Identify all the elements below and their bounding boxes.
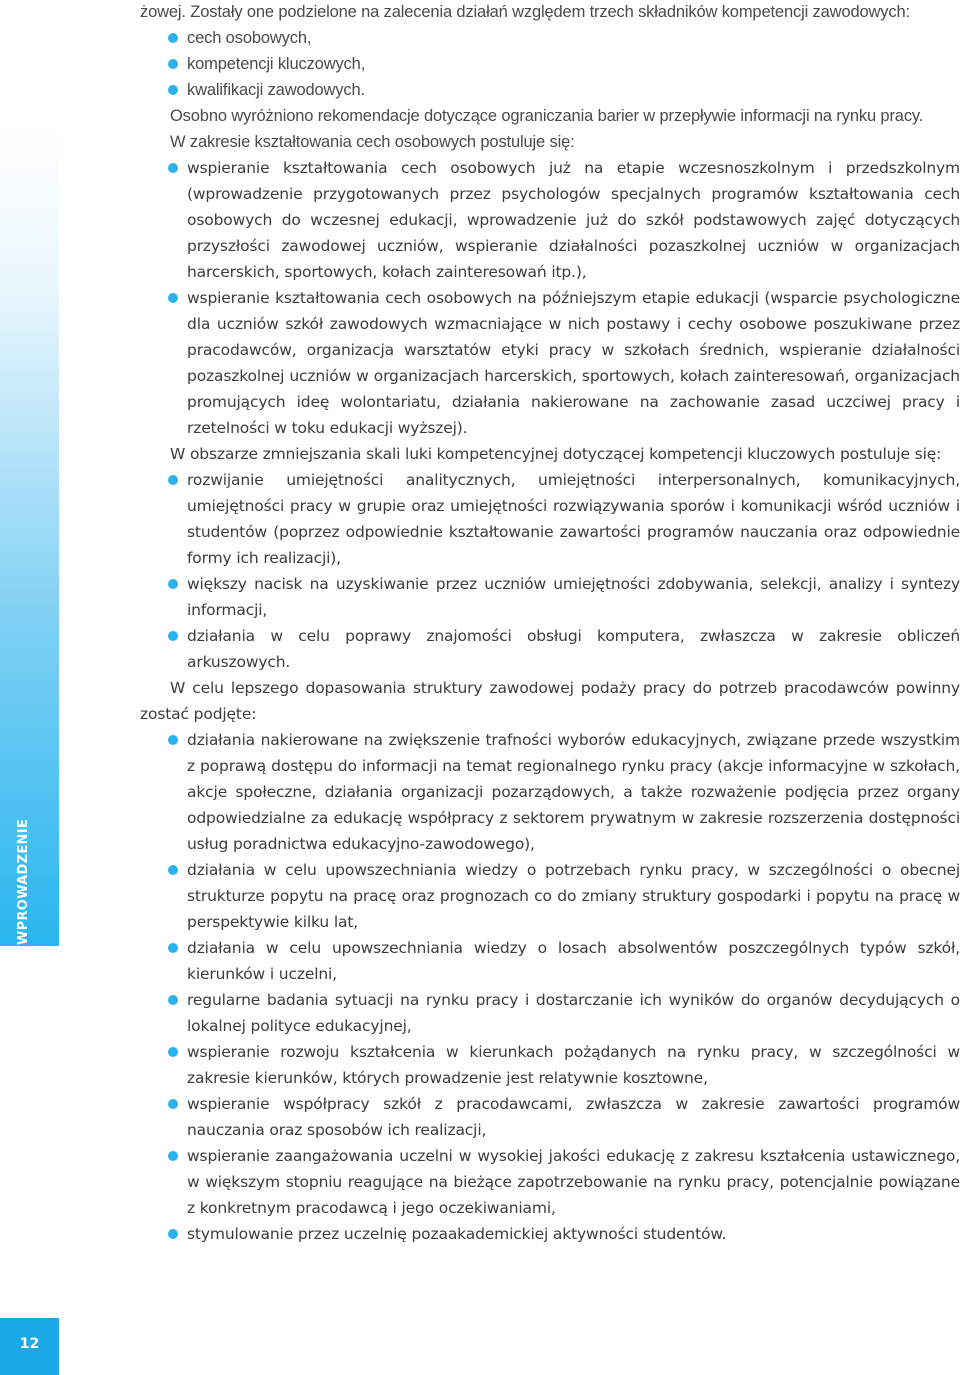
- list-item: cech osobowych,: [187, 25, 960, 51]
- list-item: większy nacisk na uzyskiwanie przez uczniów umiejętności zdobywania, selekcji, analizy i syntezy informacji,: [187, 571, 960, 623]
- list-item: wspieranie zaangażowania uczelni w wysokiej jakości edukację z zakresu kształcenia ustawicznego, w większym stopniu reagujące na bieżące zapotrzebowanie na rynku pracy, potencjalnie powiązane z konkretnym pracodawcą i jego oczekiwaniami,: [187, 1143, 960, 1221]
- key-competences-list: [140, 467, 960, 675]
- list-item: wspieranie współpracy szkół z pracodawcami, zwłaszcza w zakresie zawartości programów nauczania oraz sposobów ich realizacji,: [187, 1091, 960, 1143]
- personal-list: [140, 155, 960, 441]
- personal-heading: W zakresie kształtowania cech osobowych postuluje się:: [170, 133, 575, 151]
- list-item: kompetencji kluczowych,: [187, 51, 960, 77]
- list-item: kwalifikacji zawodowych.: [187, 77, 960, 103]
- page-number: 12: [19, 1336, 40, 1352]
- list-item: wspieranie kształtowania cech osobowych już na etapie wczesnoszkolnym i przedszkolnym (wprowadzenie przygotowanych przez psychologów specjalnych programów kształtowania cech osobowych do wczesnej edukacji, wprowadzenie już do szkół podstawowych zajęć dotyczących przyszłości zawodowej uczniów, wspieranie działalności pozaszkolnej uczniów w organizacjach harcerskich, sportowych, kołach zainteresowań itp.),: [187, 155, 960, 285]
- list-item: działania w celu poprawy znajomości obsługi komputera, zwłaszcza w zakresie obliczeń arkuszowych.: [187, 623, 960, 675]
- key-competences-heading: W obszarze zmniejszania skali luki kompetencyjnej dotyczącej kompetencji kluczowych postuluje się:: [170, 445, 942, 463]
- list-item: działania w celu upowszechniania wiedzy o potrzebach rynku pracy, w szczególności o obecnej strukturze popytu na pracę oraz prognozach co do zmiany struktury gospodarki i popytu na pracę w perspektywie kilku lat,: [187, 857, 960, 935]
- list-item: wspieranie rozwoju kształcenia w kierunkach pożądanych na rynku pracy, w szczególności w zakresie kierunków, których prowadzenie jest relatywnie kosztowne,: [187, 1039, 960, 1091]
- section-label: [16, 885, 31, 945]
- list-item: działania nakierowane na zwiększenie trafności wyborów edukacyjnych, związane przede wszystkim z poprawą dostępu do informacji na temat regionalnego rynku pracy (akcje informacyjne w szkołach, akcje społeczne, działania organizacji pozarządowych, a także rozważenie podjęcia przez organy odpowiedzialne za edukację współpracy z sektorem prywatnym w zakresie rozszerzenia dostępności usług poradnictwa edukacyjno-zawodowego),: [187, 727, 960, 857]
- list-item: regularne badania sytuacji na rynku pracy i dostarczanie ich wyników do organów decydujących o lokalnej polityce edukacyjnej,: [187, 987, 960, 1039]
- barriers-note: Osobno wyróżniono rekomendacje dotyczące ograniczania barier w przepływie informacji na rynku pracy.: [170, 107, 924, 125]
- structure-list: [140, 727, 960, 1247]
- components-list: [140, 25, 960, 103]
- list-item: wspieranie kształtowania cech osobowych na późniejszym etapie edukacji (wsparcie psychologiczne dla uczniów szkół zawodowych wzmacniające w nich postawy i cechy osobowe poszukiwane przez pracodawców, organizacja warsztatów etyki pracy w szkołach średnich, wspieranie działalności pozaszkolnej uczniów w organizacjach harcerskich, sportowych, kołach zainteresowań, organizacjach promujących ideę wolontariatu, działania nakierowane na zachowanie zasad uczciwej pracy i rzetelności w toku edukacji wyższej).: [187, 285, 960, 441]
- list-item: rozwijanie umiejętności analitycznych, umiejętności interpersonalnych, komunikacyjnych, umiejętności pracy w grupie oraz umiejętności rozwiązywania sporów i komunikacji wśród uczniów i studentów (poprzez odpowiednie kształtowanie zawartości programów nauczania oraz odpowiednie formy ich realizacji),: [187, 467, 960, 571]
- structure-heading: W celu lepszego dopasowania struktury zawodowej podaży pracy do potrzeb pracodawców powinny zostać podjęte:: [140, 679, 960, 723]
- intro-line: żowej. Zostały one podzielone na zalecenia działań względem trzech składników kompetencji zawodowych:: [140, 3, 910, 21]
- document-body: [140, 0, 960, 1247]
- list-item: stymulowanie przez uczelnię pozaakademickiej aktywności studentów.: [187, 1221, 960, 1247]
- list-item: działania w celu upowszechniania wiedzy o losach absolwentów poszczególnych typów szkół, kierunków i uczelni,: [187, 935, 960, 987]
